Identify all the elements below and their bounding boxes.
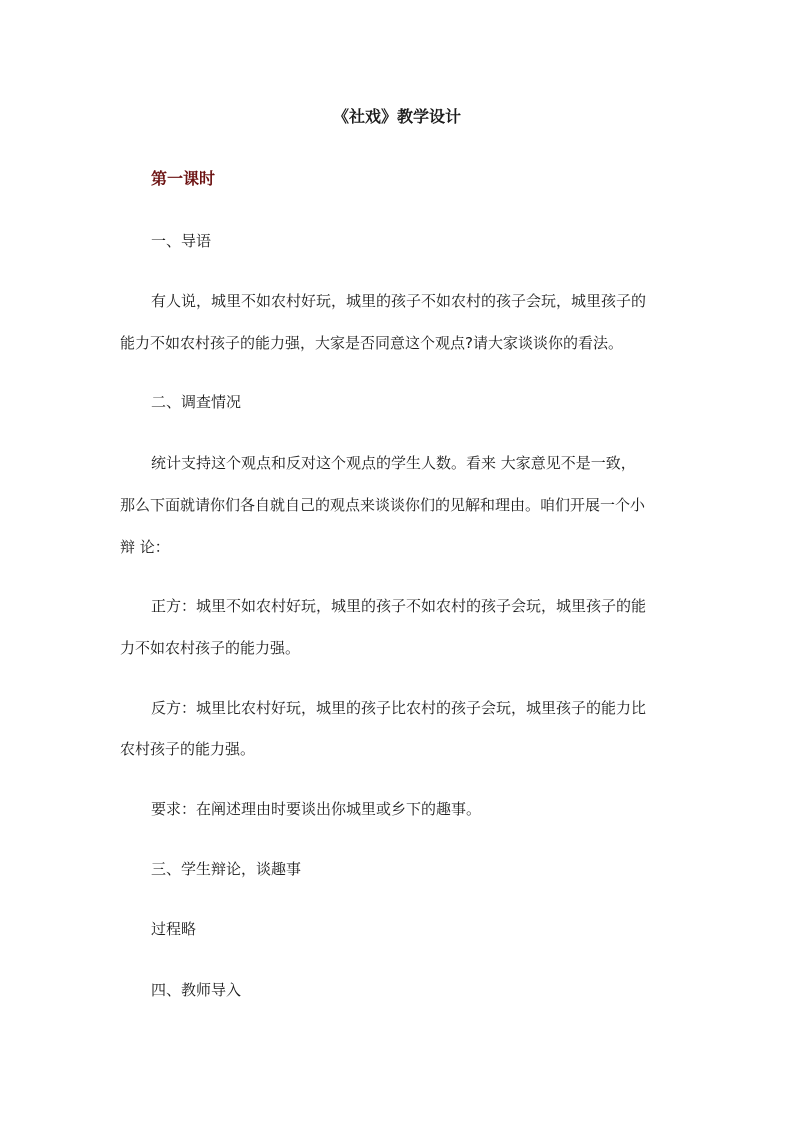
process-omitted-text: 过程略: [151, 920, 197, 938]
document-title: 《社戏》教学设计: [332, 107, 461, 126]
requirement-line: 要求：在阐述理由时要谈出你城里或乡下的趣事。: [151, 800, 482, 818]
paragraph-line: 那么下面就请你们各自就自己的观点来谈谈你们的见解和理由。咱们开展一个小: [120, 496, 646, 514]
section-heading-debate: 三、学生辩论，谈趣事: [151, 860, 302, 878]
pro-side-line: 力不如农村孩子的能力强。: [120, 639, 301, 657]
pro-side-line: 正方：城里不如农村好玩，城里的孩子不如农村的孩子会玩，城里孩子的能: [151, 597, 647, 615]
paragraph-line: 能力不如农村孩子的能力强，大家是否同意这个观点?请大家谈谈你的看法。: [120, 334, 623, 352]
section-heading-teacher-intro: 四、教师导入: [151, 981, 242, 999]
paragraph-line: 统计支持这个观点和反对这个观点的学生人数。看来 大家意见不是一致，: [151, 454, 636, 472]
paragraph-line: 有人说，城里不如农村好玩，城里的孩子不如农村的孩子会玩，城里孩子的: [151, 292, 647, 310]
lesson-heading: 第一课时: [151, 169, 216, 188]
paragraph-line: 辩 论：: [120, 538, 170, 556]
section-heading-intro: 一、导语: [151, 232, 212, 250]
section-heading-survey: 二、调查情况: [151, 393, 242, 411]
con-side-line: 反方：城里比农村好玩，城里的孩子比农村的孩子会玩，城里孩子的能力比: [151, 699, 647, 717]
con-side-line: 农村孩子的能力强。: [120, 740, 256, 758]
